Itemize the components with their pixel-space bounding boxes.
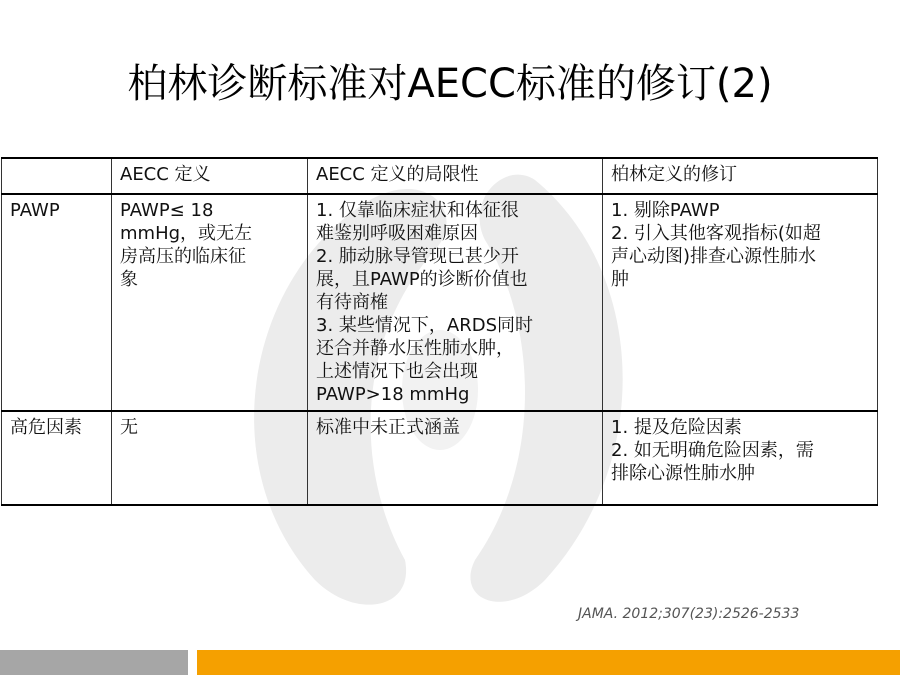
header-cell-blank (2, 158, 112, 194)
header-cell-limitations: AECC 定义的局限性 (308, 158, 603, 194)
cell-line: 1. 剔除PAWP (611, 200, 720, 221)
footer-bar-gray (0, 650, 188, 675)
comparison-table (1, 157, 878, 506)
table-row (2, 411, 878, 505)
cell-line: 展，且PAWP的诊断价值也 (316, 269, 528, 290)
row-label: PAWP (2, 194, 112, 411)
cell-line: 声心动图)排查心源性肺水 (611, 246, 817, 267)
cell-line: 1. 提及危险因素 (611, 417, 742, 438)
cell-line: 标准中未正式涵盖 (316, 417, 460, 438)
limitations-cell (308, 411, 603, 505)
citation: JAMA. 2012;307(23):2526-2533 (578, 606, 800, 622)
cell-line: 3. 某些情况下，ARDS同时 (316, 315, 534, 336)
cell-line: 无 (120, 417, 138, 438)
footer-bar-orange (197, 650, 900, 675)
table-row (2, 194, 878, 411)
berlin-revision-cell (603, 411, 878, 505)
aecc-definition-cell (112, 411, 308, 505)
cell-line: 象 (120, 269, 138, 290)
cell-line: 上述情况下也会出现 (316, 361, 478, 382)
cell-line: 1. 仅靠临床症状和体征很 (316, 200, 519, 221)
slide-title: 柏林诊断标准对AECC标准的修订(2) (127, 61, 773, 107)
cell-line: PAWP>18 mmHg (316, 384, 470, 405)
header-cell-aecc: AECC 定义 (112, 158, 308, 194)
cell-line: 排除心源性肺水肿 (611, 463, 755, 484)
header-cell-berlin: 柏林定义的修订 (603, 158, 878, 194)
berlin-revision-cell (603, 194, 878, 411)
cell-line: 肿 (611, 269, 629, 290)
row-label: 高危因素 (2, 411, 112, 505)
cell-line: 有待商榷 (316, 292, 388, 313)
table-header-row (2, 158, 878, 194)
cell-line: 房高压的临床征 (120, 246, 246, 267)
cell-line: 2. 引入其他客观指标(如超 (611, 223, 821, 244)
aecc-definition-cell (112, 194, 308, 411)
cell-line: PAWP≤ 18 (120, 200, 214, 221)
cell-line: 2. 肺动脉导管现已甚少开 (316, 246, 519, 267)
cell-line: mmHg，或无左 (120, 223, 253, 244)
limitations-cell (308, 194, 603, 411)
cell-line: 难鉴别呼吸困难原因 (316, 223, 478, 244)
cell-line: 2. 如无明确危险因素，需 (611, 440, 814, 461)
cell-line: 还合并静水压性肺水肿， (316, 338, 514, 359)
